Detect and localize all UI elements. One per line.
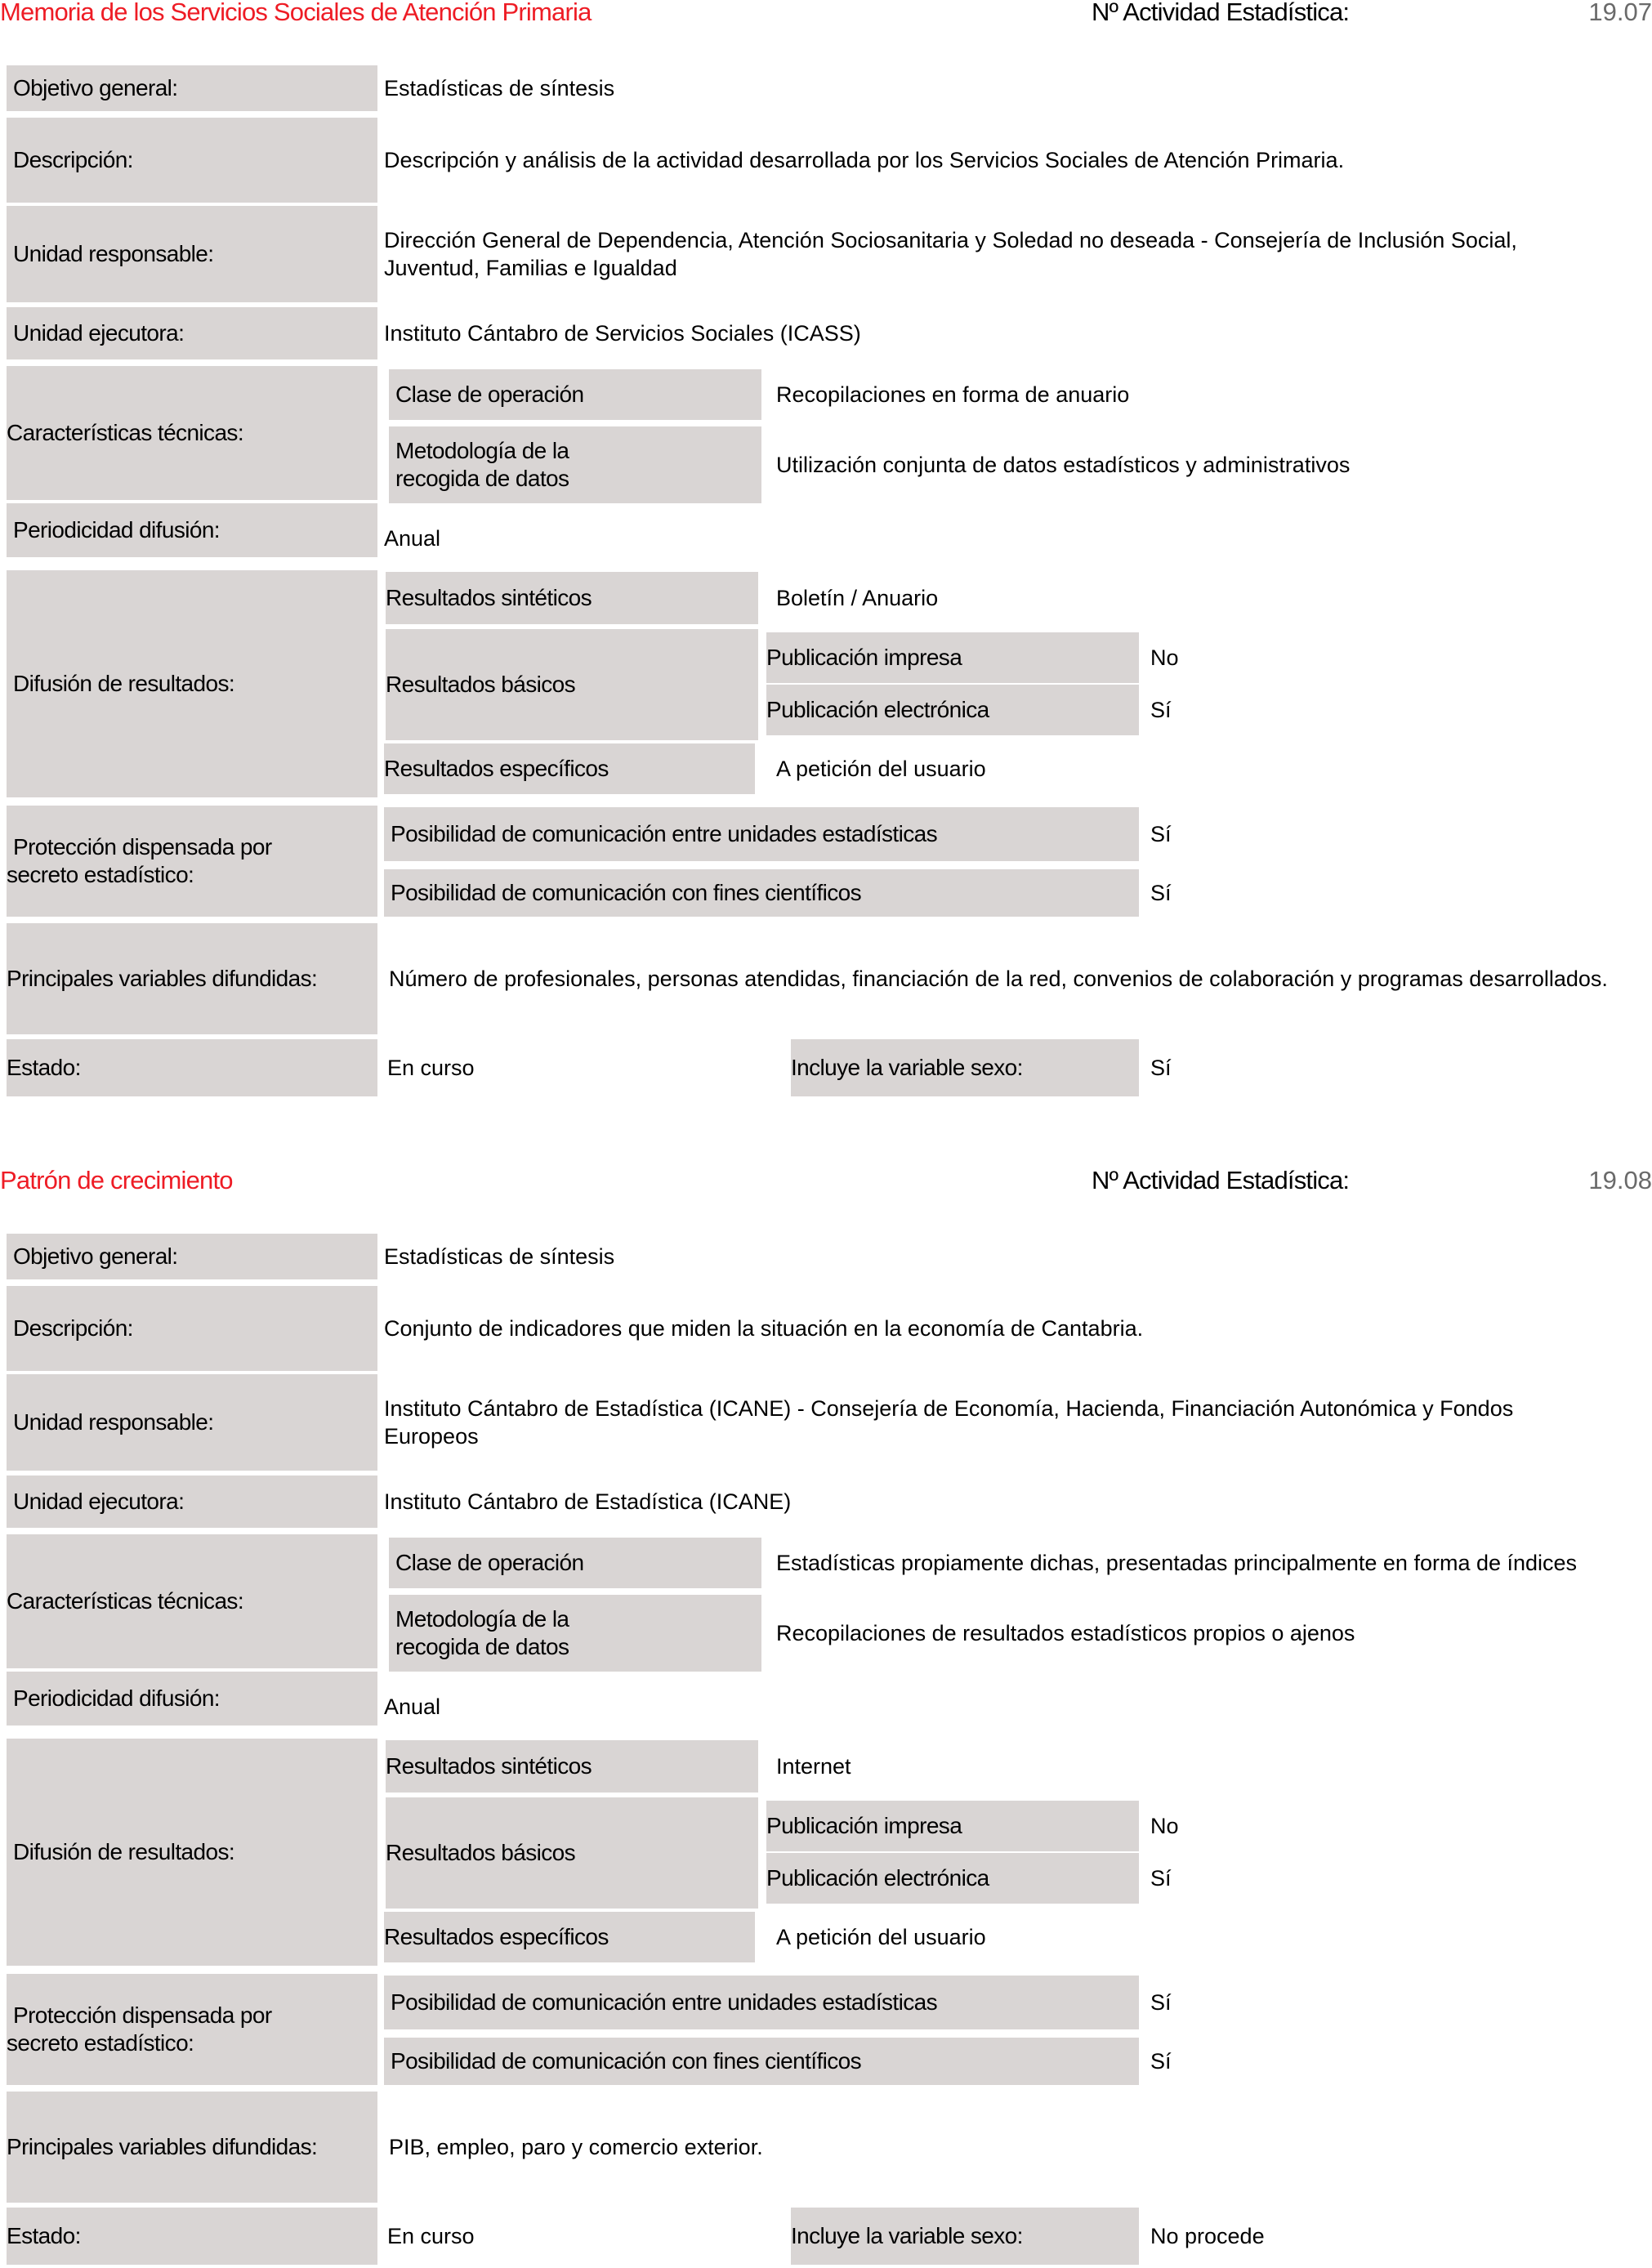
variable-sexo-label: Incluye la variable sexo: <box>791 1039 1139 1096</box>
comunicacion-unidades-value: Sí <box>1150 822 1172 846</box>
resultados-sinteticos-value: Boletín / Anuario <box>776 586 939 610</box>
unidad-ejecutora-value: Instituto Cántabro de Estadística (ICANE) <box>384 1489 792 1514</box>
activity-number: 19.07 <box>1588 0 1652 26</box>
resultados-sinteticos-label: Resultados sintéticos <box>386 1740 758 1793</box>
comunicacion-cientificos-value: Sí <box>1150 2049 1172 2074</box>
variables-value: Número de profesionales, personas atendidas, financiación de la red, convenios de colaboración y programas desarrollados. <box>389 967 1608 991</box>
comunicacion-cientificos-label: Posibilidad de comunicación con fines científicos <box>384 2038 1139 2085</box>
estado-value: En curso <box>387 2224 475 2248</box>
activity-number-label: Nº Actividad Estadística: <box>1092 1166 1350 1194</box>
descripcion-label: Descripción: <box>7 1286 377 1371</box>
resultados-sinteticos-label: Resultados sintéticos <box>386 572 758 624</box>
metodologia-label: Metodología de la recogida de datos <box>389 426 761 503</box>
variables-label: Principales variables difundidas: <box>7 2092 377 2203</box>
publicacion-impresa-label: Publicación impresa <box>766 632 1139 683</box>
estado-label: Estado: <box>7 2208 377 2265</box>
unidad-responsable-value: Instituto Cántabro de Estadística (ICANE) - Consejería de Economía, Hacienda, Financiación Autonómica y Fondos Europeos <box>384 1396 1514 1449</box>
publicacion-electronica-value: Sí <box>1150 1866 1172 1891</box>
periodicidad-label: Periodicidad difusión: <box>7 1672 377 1726</box>
estado-label: Estado: <box>7 1039 377 1096</box>
activity-title: Patrón de crecimiento <box>0 1166 233 1194</box>
estado-value: En curso <box>387 1056 475 1080</box>
descripcion-value: Conjunto de indicadores que miden la situación en la economía de Cantabria. <box>384 1316 1144 1341</box>
objetivo-value: Estadísticas de síntesis <box>384 76 615 100</box>
variables-label: Principales variables difundidas: <box>7 923 377 1034</box>
caracteristicas-label: Características técnicas: <box>7 1534 377 1668</box>
activity-number-label: Nº Actividad Estadística: <box>1092 0 1350 26</box>
unidad-responsable-value: Dirección General de Dependencia, Atención Sociosanitaria y Soledad no deseada - Consejería de Inclusión Social, Juventud, Familias e Igualdad <box>384 228 1517 280</box>
activity-number: 19.08 <box>1588 1166 1652 1194</box>
variables-value: PIB, empleo, paro y comercio exterior. <box>389 2135 763 2159</box>
unidad-ejecutora-label: Unidad ejecutora: <box>7 1476 377 1528</box>
variable-sexo-value: No procede <box>1150 2224 1265 2248</box>
comunicacion-unidades-label: Posibilidad de comunicación entre unidades estadísticas <box>384 807 1139 861</box>
metodologia-label: Metodología de la recogida de datos <box>389 1595 761 1672</box>
caracteristicas-label: Características técnicas: <box>7 366 377 500</box>
publicacion-impresa-value: No <box>1150 645 1179 670</box>
unidad-responsable-label: Unidad responsable: <box>7 206 377 302</box>
unidad-ejecutora-value: Instituto Cántabro de Servicios Sociales (ICASS) <box>384 321 861 346</box>
comunicacion-unidades-label: Posibilidad de comunicación entre unidades estadísticas <box>384 1976 1139 2029</box>
periodicidad-value: Anual <box>384 526 441 551</box>
resultados-basicos-label: Resultados básicos <box>386 1797 758 1909</box>
periodicidad-value: Anual <box>384 1694 441 1719</box>
clase-operacion-label: Clase de operación <box>389 1538 761 1588</box>
metodologia-value: Recopilaciones de resultados estadísticos propios o ajenos <box>776 1621 1355 1645</box>
difusion-label: Difusión de resultados: <box>7 1739 377 1966</box>
resultados-basicos-label: Resultados básicos <box>386 629 758 740</box>
comunicacion-cientificos-value: Sí <box>1150 881 1172 905</box>
resultados-especificos-value: A petición del usuario <box>776 1925 986 1949</box>
comunicacion-unidades-value: Sí <box>1150 1990 1172 2015</box>
variable-sexo-label: Incluye la variable sexo: <box>791 2208 1139 2265</box>
proteccion-label: Protección dispensada por secreto estadístico: <box>7 1974 377 2085</box>
objetivo-label: Objetivo general: <box>7 1234 377 1279</box>
metodologia-value: Utilización conjunta de datos estadísticos y administrativos <box>776 453 1351 477</box>
objetivo-value: Estadísticas de síntesis <box>384 1244 615 1269</box>
variable-sexo-value: Sí <box>1150 1056 1172 1080</box>
publicacion-electronica-label: Publicación electrónica <box>766 1853 1139 1904</box>
publicacion-impresa-label: Publicación impresa <box>766 1801 1139 1851</box>
unidad-responsable-label: Unidad responsable: <box>7 1374 377 1471</box>
clase-operacion-value: Recopilaciones en forma de anuario <box>776 382 1130 407</box>
difusion-label: Difusión de resultados: <box>7 570 377 797</box>
activity-title: Memoria de los Servicios Sociales de Atención Primaria <box>0 0 592 26</box>
comunicacion-cientificos-label: Posibilidad de comunicación con fines científicos <box>384 869 1139 917</box>
clase-operacion-label: Clase de operación <box>389 369 761 420</box>
resultados-especificos-label: Resultados específicos <box>384 743 755 794</box>
publicacion-impresa-value: No <box>1150 1814 1179 1838</box>
descripcion-label: Descripción: <box>7 118 377 203</box>
proteccion-label: Protección dispensada por secreto estadístico: <box>7 806 377 917</box>
objetivo-label: Objetivo general: <box>7 65 377 111</box>
resultados-sinteticos-value: Internet <box>776 1754 851 1779</box>
publicacion-electronica-label: Publicación electrónica <box>766 685 1139 735</box>
unidad-ejecutora-label: Unidad ejecutora: <box>7 307 377 359</box>
publicacion-electronica-value: Sí <box>1150 698 1172 722</box>
resultados-especificos-value: A petición del usuario <box>776 757 986 781</box>
descripcion-value: Descripción y análisis de la actividad desarrollada por los Servicios Sociales de Atención Primaria. <box>384 148 1345 172</box>
clase-operacion-value: Estadísticas propiamente dichas, presentadas principalmente en forma de índices <box>776 1551 1578 1575</box>
resultados-especificos-label: Resultados específicos <box>384 1912 755 1962</box>
periodicidad-label: Periodicidad difusión: <box>7 503 377 557</box>
